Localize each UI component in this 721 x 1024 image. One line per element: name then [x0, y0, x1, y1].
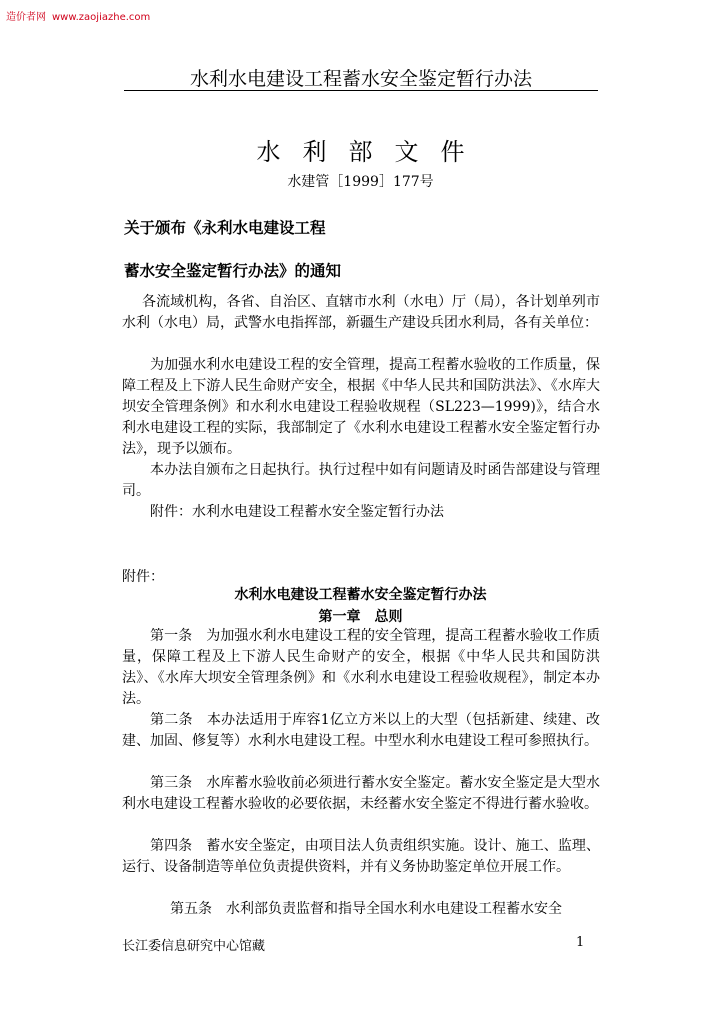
notice-title-line-1: 关于颁布《永利水电建设工程	[124, 219, 326, 237]
article-1: 第一条 为加强水利水电建设工程的安全管理，提高工程蓄水验收工作质量，保障工程及上下游人民生命财产的安全，根据《中华人民共和国防洪法》、《水库大坝安全管理条例》和《水利水电建设工程验收规程》，制定本办法。	[122, 628, 600, 707]
notice-title-line-2: 蓄水安全鉴定暂行办法》的通知	[124, 262, 342, 280]
watermark	[6, 8, 150, 23]
appendix-label: 附件：	[122, 569, 164, 585]
header-divider	[124, 90, 598, 91]
notice-paragraph-1: 为加强水利水电建设工程的安全管理，提高工程蓄水验收的工作质量，保障工程及上下游人民生命财产安全，根据《中华人民共和国防洪法》、《水库大坝安全管理条例》和水利水电建设工程验收规程（SL223—1999)》，结合水利水电建设工程的实际，我部制定了《水利水电建设工程蓄水安全鉴定暂行办法》，现予以颁布。	[122, 357, 600, 457]
article-3: 第三条 水库蓄水验收前必须进行蓄水安全鉴定。蓄水安全鉴定是大型水利水电建设工程蓄水验收的必要依据，未经蓄水安全鉴定不得进行蓄水验收。	[122, 775, 600, 812]
chapter-heading: 第一章 总则	[318, 609, 403, 625]
notice-paragraph-2: 本办法自颁布之日起执行。执行过程中如有问题请及时函告部建设与管理司。	[122, 462, 600, 499]
document-heading: 水利部文件	[256, 138, 487, 166]
article-5: 第五条 水利部负责监督和指导全国水利水电建设工程蓄水安全	[170, 901, 562, 917]
document-number: 水建管［1999］177号	[287, 174, 434, 190]
running-header-title: 水利水电建设工程蓄水安全鉴定暂行办法	[189, 68, 532, 90]
watermark-site: 造价者网	[6, 12, 46, 23]
article-2: 第二条 本办法适用于库容1亿立方米以上的大型（包括新建、续建、改建、加固、修复等）水利水电建设工程。中型水利水电建设工程可参照执行。	[122, 712, 600, 749]
article-4: 第四条 蓄水安全鉴定，由项目法人负责组织实施。设计、施工、监理、运行、设备制造等单位负责提供资料，并有义务协助鉴定单位开展工作。	[122, 838, 600, 875]
appendix-title: 水利水电建设工程蓄水安全鉴定暂行办法	[234, 587, 487, 603]
notice-attachment-line: 附件：水利水电建设工程蓄水安全鉴定暂行办法	[150, 504, 444, 520]
page-number: 1	[576, 935, 585, 950]
footer-library: 长江委信息研究中心馆藏	[122, 939, 266, 954]
notice-addressee: 各流域机构，各省、自治区、直辖市水利（水电）厅（局），各计划单列市水利（水电）局，武警水电指挥部，新疆生产建设兵团水利局，各有关单位：	[122, 294, 600, 331]
watermark-url[interactable]: www.zaojiazhe.com	[52, 12, 151, 23]
